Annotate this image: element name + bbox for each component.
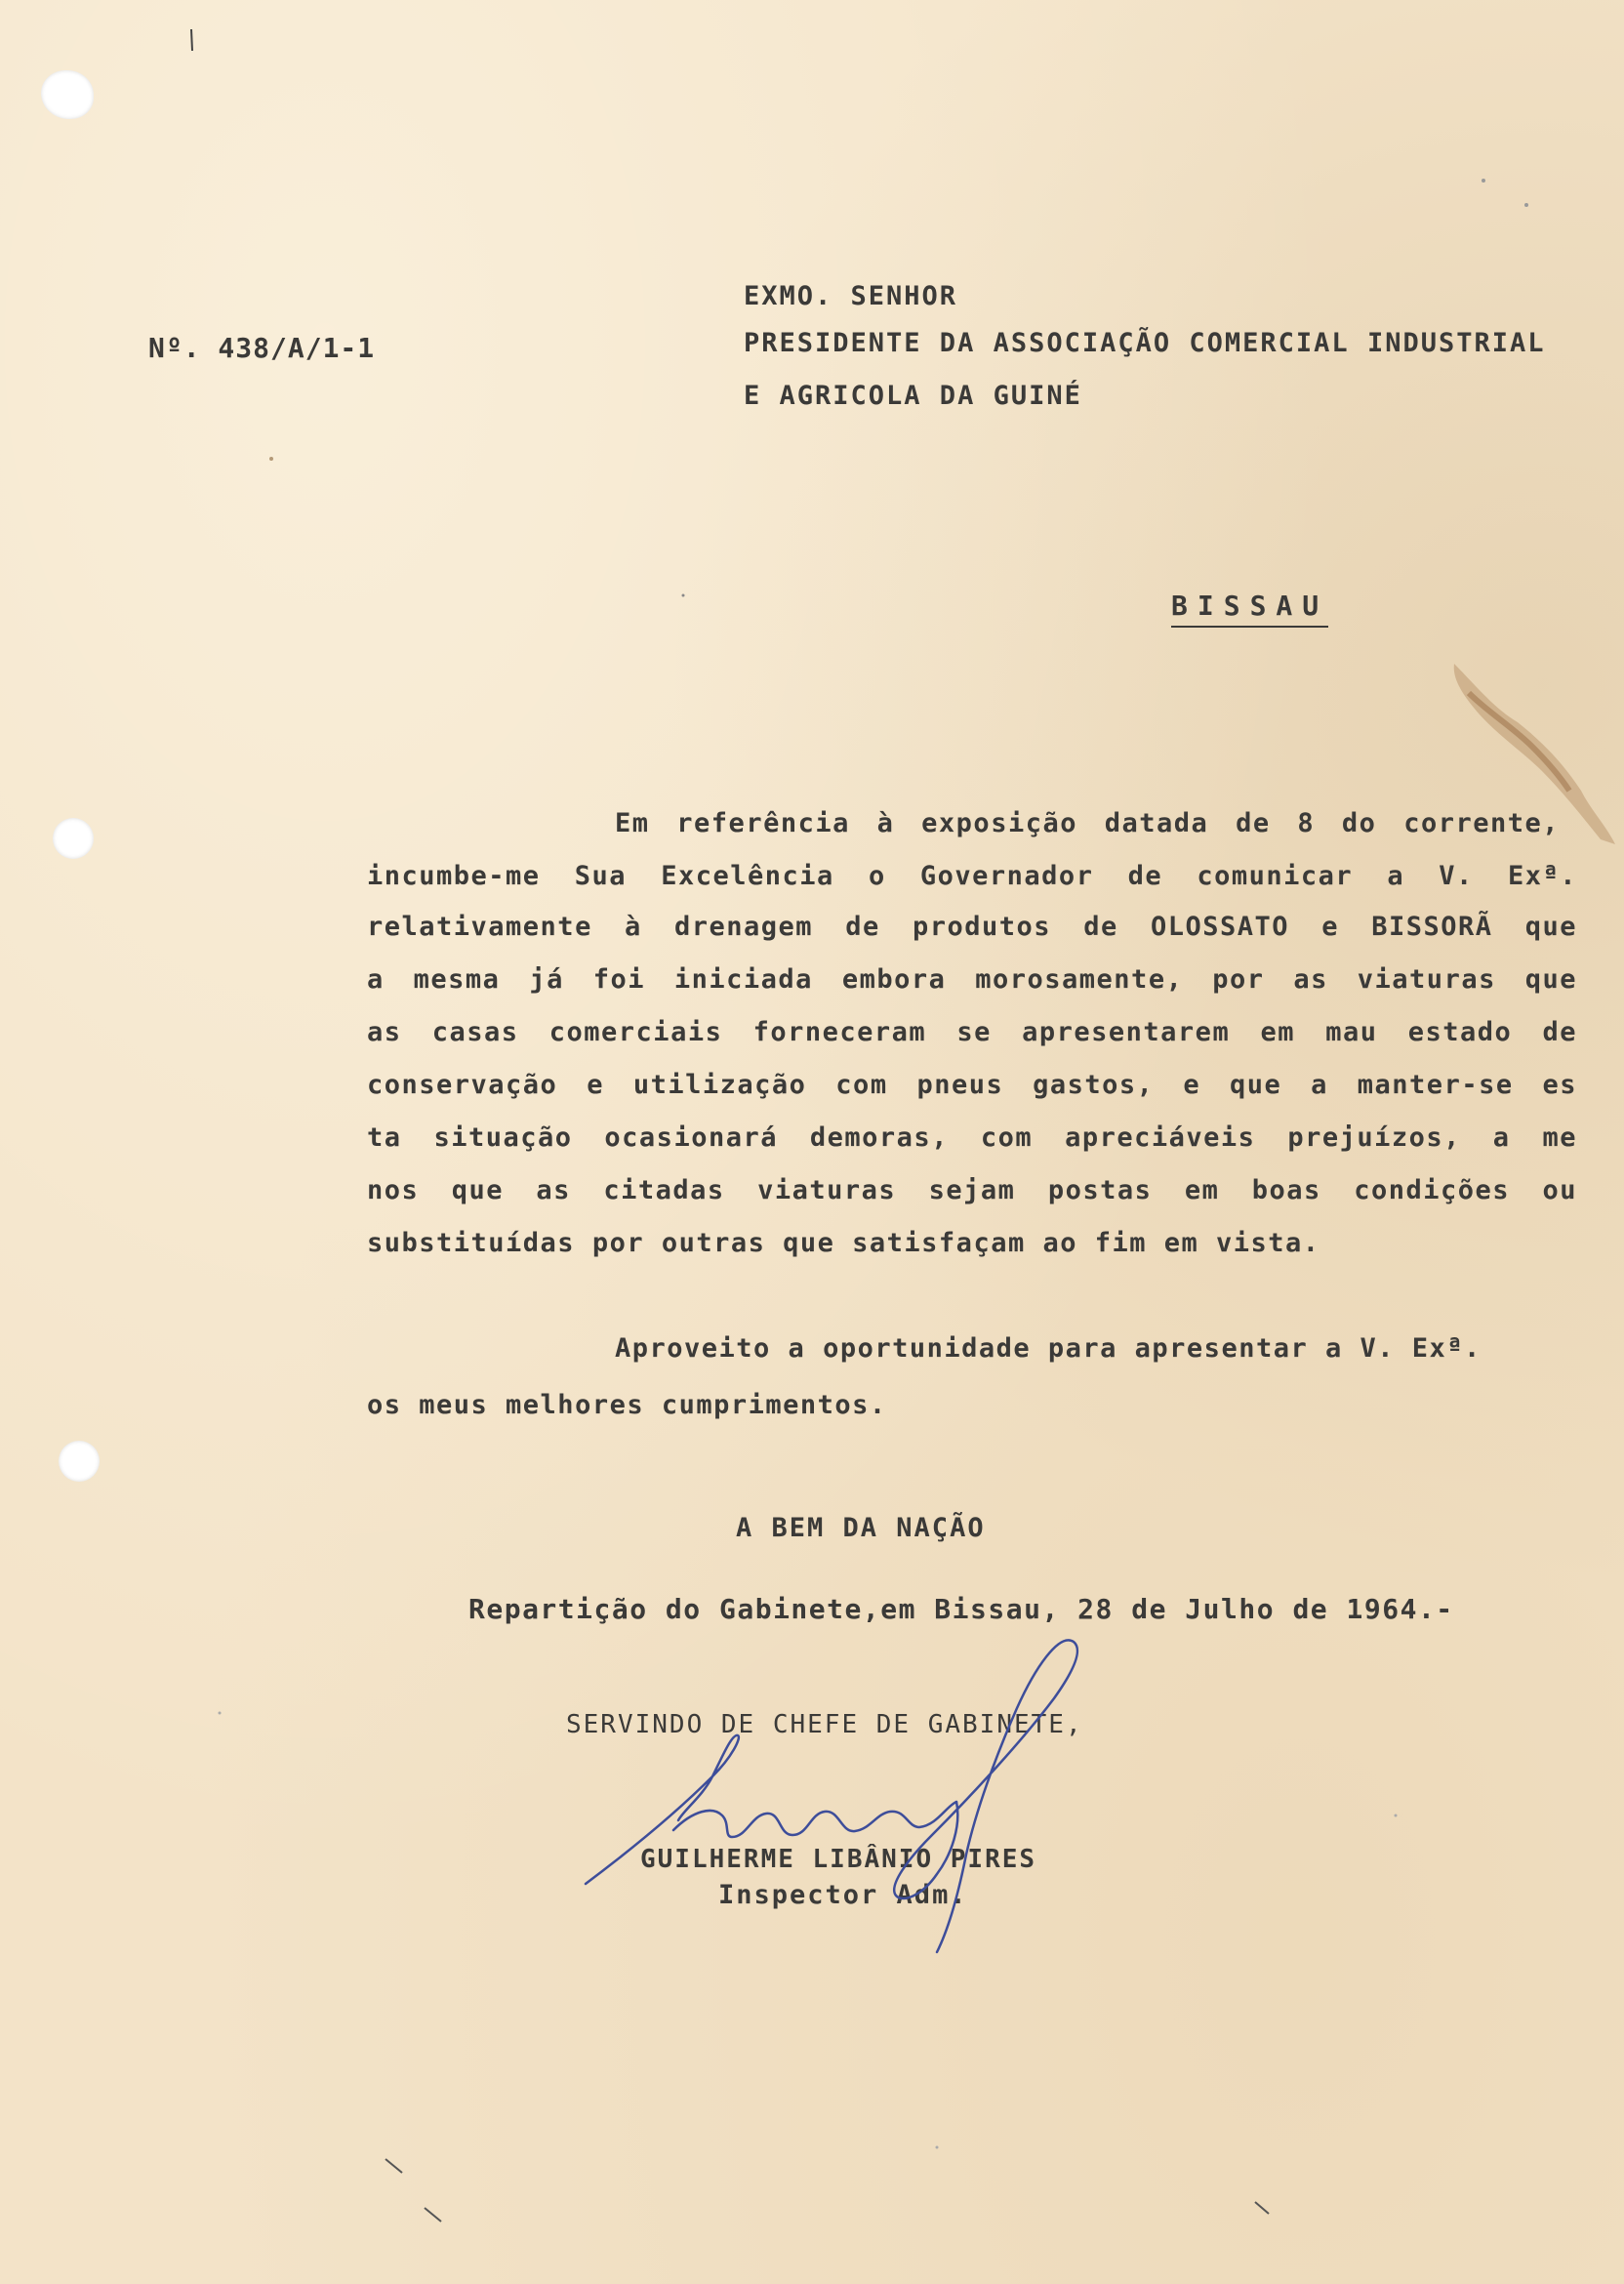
punch-hole-lower	[59, 1441, 100, 1482]
body-line: substituídas por outras que satisfaçam ao fim em vista.	[367, 1228, 1320, 1258]
punch-hole-top	[41, 70, 94, 119]
closing-line: os meus melhores cumprimentos.	[367, 1390, 887, 1420]
addressee-salutation: EXMO. SENHOR	[744, 281, 958, 311]
addressee-title-continued: E AGRICOLA DA GUINÉ	[744, 381, 1082, 411]
motto: A BEM DA NAÇÃO	[736, 1513, 986, 1543]
body-line: as casas comerciais forneceram se apresentarem em mau estado de	[367, 1017, 1577, 1047]
city-heading: BISSAU	[1171, 590, 1328, 628]
body-line: incumbe-me Sua Excelência o Governador de comunicar a V. Exª.	[367, 861, 1577, 891]
signatory-name: GUILHERME LIBÂNIO PIRES	[640, 1845, 1037, 1874]
closing-line: Aproveito a oportunidade para apresentar a V. Exª.	[615, 1333, 1482, 1364]
addressee-title: PRESIDENTE DA ASSOCIAÇÃO COMERCIAL INDUSTRIAL	[744, 328, 1546, 358]
body-line: relativamente à drenagem de produtos de OLOSSATO e BISSORÃ que	[367, 912, 1577, 942]
place-and-date: Repartição do Gabinete,em Bissau, 28 de Julho de 1964.-	[468, 1593, 1454, 1625]
signatory-title: SERVINDO DE CHEFE DE GABINETE,	[566, 1710, 1083, 1739]
body-line: nos que as citadas viaturas sejam postas em boas condições ou	[367, 1175, 1577, 1205]
signatory-role: Inspector Adm.	[718, 1880, 968, 1910]
body-line: ta situação ocasionará demoras, com apreciáveis prejuízos, a me	[367, 1122, 1577, 1153]
body-line: conservação e utilização com pneus gastos, e que a manter-se es	[367, 1070, 1577, 1100]
punch-hole-middle	[53, 818, 94, 859]
body-line: Em referência à exposição datada de 8 do corrente,	[615, 808, 1560, 838]
body-line: a mesma já foi iniciada embora morosamente, por as viaturas que	[367, 964, 1577, 995]
reference-number: Nº. 438/A/1-1	[148, 332, 376, 364]
